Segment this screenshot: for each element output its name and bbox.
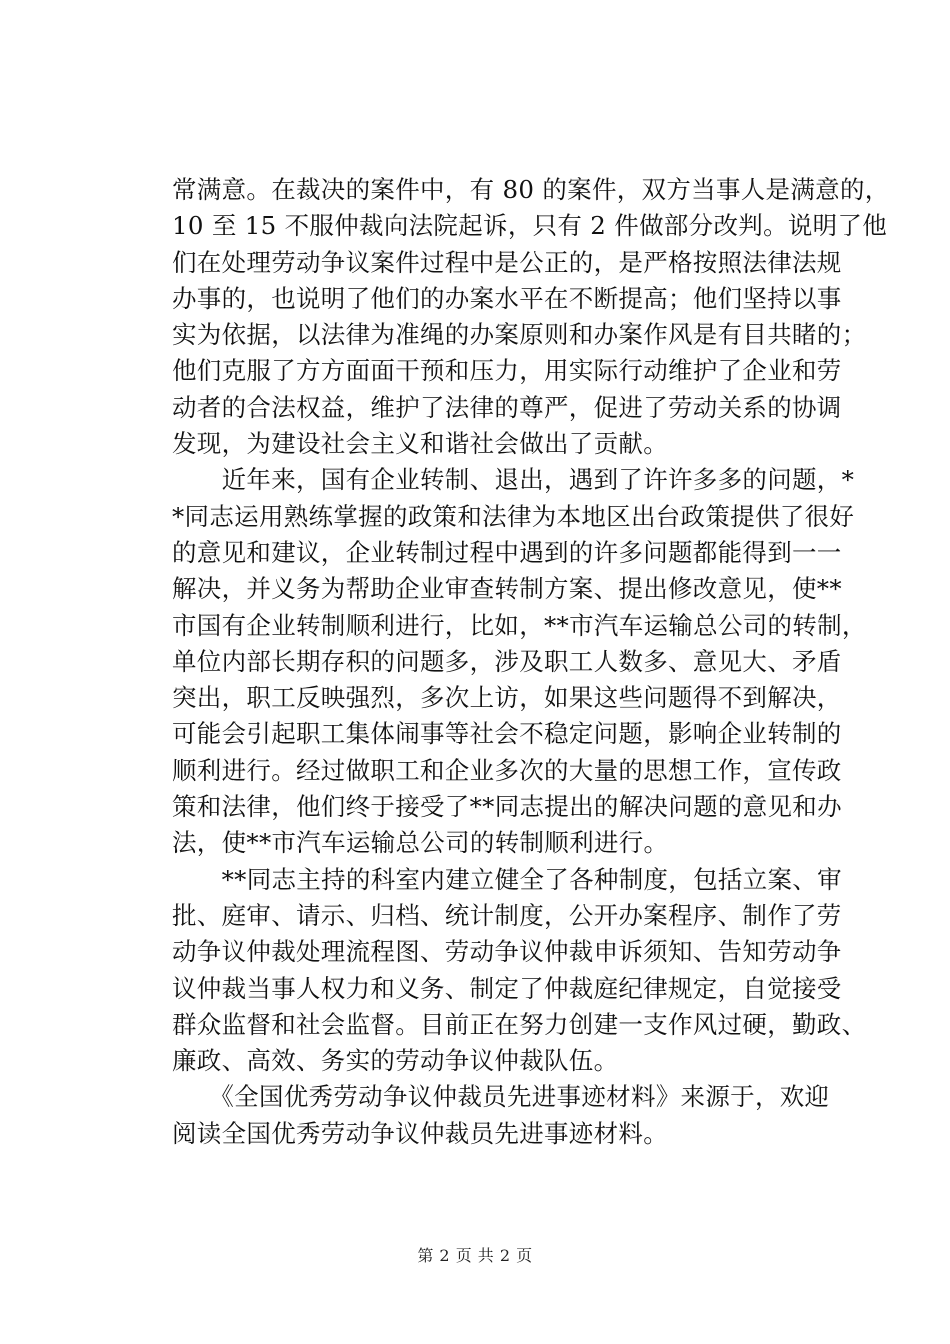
text-line: 们在处理劳动争议案件过程中是公正的，是严格按照法律法规 — [172, 247, 842, 277]
text-line: 廉政、高效、务实的劳动争议仲裁队伍。 — [172, 1046, 619, 1076]
text-line: 议仲裁当事人权力和义务、制定了仲裁庭纪律规定，自觉接受 — [172, 973, 842, 1003]
document-body — [172, 172, 890, 1152]
text-line: 动者的合法权益，维护了法律的尊严，促进了劳动关系的协调 — [172, 392, 842, 422]
text-line: 单位内部长期存积的问题多，涉及职工人数多、意见大、矛盾 — [172, 646, 842, 676]
text-line: *同志运用熟练掌握的政策和法律为本地区出台政策提供了很好 — [172, 501, 855, 531]
text-line: 《全国优秀劳动争议仲裁员先进事迹材料》来源于，欢迎 — [172, 1082, 830, 1112]
text-line: 法，使**市汽车运输总公司的转制顺利进行。 — [172, 828, 669, 858]
text-line: 可能会引起职工集体闹事等社会不稳定问题，影响企业转制的 — [172, 719, 842, 749]
text-line: 市国有企业转制顺利进行，比如，**市汽车运输总公司的转制， — [172, 610, 867, 640]
text-line: 动争议仲裁处理流程图、劳动争议仲裁申诉须知、告知劳动争 — [172, 937, 842, 967]
text-line: 群众监督和社会监督。目前正在努力创建一支作风过硬，勤政、 — [172, 1009, 867, 1039]
text-line: **同志主持的科室内建立健全了各种制度，包括立案、审 — [172, 864, 842, 894]
text-line: 解决，并义务为帮助企业审查转制方案、提出修改意见，使** — [172, 574, 842, 604]
text-line: 策和法律，他们终于接受了**同志提出的解决问题的意见和办 — [172, 792, 842, 822]
text-line: 突出，职工反映强烈，多次上访，如果这些问题得不到解决， — [172, 683, 842, 713]
text-line: 阅读全国优秀劳动争议仲裁员先进事迹材料。 — [172, 1118, 668, 1148]
text-line: 的意见和建议，企业转制过程中遇到的许多问题都能得到一一 — [172, 537, 842, 567]
text-line: 常满意。在裁决的案件中，有 80 的案件，双方当事人是满意的， — [172, 175, 890, 204]
page-number-label: 第 2 页 共 2 页 — [417, 1246, 533, 1265]
text-line: 他们克服了方方面面干预和压力，用实际行动维护了企业和劳 — [172, 356, 842, 386]
text-line: 办事的，也说明了他们的办案水平在不断提高；他们坚持以事 — [172, 283, 842, 313]
text-line: 发现，为建设社会主义和谐社会做出了贡献。 — [172, 429, 668, 459]
text-line: 10 至 15 不服仲裁向法院起诉，只有 2 件做部分改判。说明了他 — [172, 211, 888, 241]
text-line: 顺利进行。经过做职工和企业多次的大量的思想工作，宣传政 — [172, 755, 842, 785]
text-line: 实为依据，以法律为准绳的办案原则和办案作风是有目共睹的； — [172, 320, 867, 350]
page-footer — [0, 1245, 950, 1267]
text-line: 批、庭审、请示、归档、统计制度，公开办案程序、制作了劳 — [172, 900, 842, 930]
text-line: 近年来，国有企业转制、退出，遇到了许许多多的问题，* — [172, 465, 855, 495]
